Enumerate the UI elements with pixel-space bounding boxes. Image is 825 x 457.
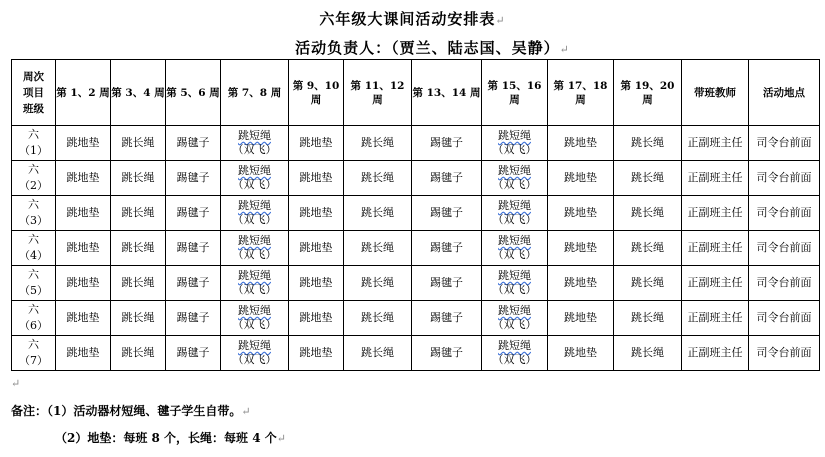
activity-cell	[289, 126, 344, 161]
activity-cell	[289, 301, 344, 336]
activity-text: 跳地垫	[66, 311, 100, 324]
activity-cell	[749, 231, 820, 266]
activity-cell	[289, 266, 344, 301]
activity-cell	[682, 161, 749, 196]
activity-cell	[749, 301, 820, 336]
activity-text: 跳短绳	[498, 199, 531, 212]
activity-text: 跳长绳	[121, 136, 155, 149]
activity-cell	[56, 301, 111, 336]
activity-cell	[56, 196, 111, 231]
grade-label: 六	[28, 128, 39, 141]
activity-cell	[166, 301, 221, 336]
activity-text: 跳长绳	[631, 136, 664, 149]
subtitle-text: 活动负责人：（贾兰、陆志国、吴静）	[295, 39, 560, 57]
column-header: 第 5、6 周	[166, 60, 221, 126]
note-text-2: （2）地垫：每班 8 个，长绳：每班 4 个	[55, 431, 277, 445]
activity-cell	[344, 301, 412, 336]
double-jump-note: （双飞）	[232, 283, 277, 296]
activity-cell	[482, 336, 548, 371]
activity-cell	[412, 126, 482, 161]
activity-cell	[56, 161, 111, 196]
activity-text: 跳地垫	[299, 206, 333, 219]
activity-text: 跳地垫	[564, 171, 597, 184]
activity-cell	[749, 336, 820, 371]
activity-text: 跳长绳	[121, 206, 155, 219]
activity-text: 正副班主任	[687, 346, 743, 359]
table-row	[12, 161, 820, 196]
activity-text: 跳地垫	[299, 311, 333, 324]
activity-cell	[344, 266, 412, 301]
class-label-cell	[12, 301, 56, 336]
column-header: 第 15、16 周	[482, 60, 548, 126]
class-number-label: （1）	[19, 144, 48, 157]
table-row	[12, 266, 820, 301]
double-jump-note: （双飞）	[232, 143, 277, 156]
column-header: 带班教师	[682, 60, 749, 126]
activity-text: 踢毽子	[176, 276, 210, 289]
activity-cell	[289, 161, 344, 196]
double-jump-note: （双飞）	[492, 318, 537, 331]
activity-cell	[482, 126, 548, 161]
activity-text: 正副班主任	[687, 241, 743, 254]
activity-text: 跳地垫	[564, 241, 597, 254]
corner-label-class: 班级	[23, 102, 44, 115]
activity-cell	[749, 126, 820, 161]
activity-text: 跳短绳	[238, 339, 271, 352]
column-header: 第 19、20 周	[614, 60, 682, 126]
activity-cell	[111, 266, 166, 301]
activity-cell	[111, 336, 166, 371]
schedule-table	[11, 59, 820, 371]
activity-cell	[344, 336, 412, 371]
double-jump-note: （双飞）	[492, 143, 537, 156]
class-label-cell	[12, 231, 56, 266]
activity-text: 踢毽子	[176, 241, 210, 254]
class-label-cell	[12, 196, 56, 231]
activity-cell	[412, 161, 482, 196]
activity-cell	[111, 301, 166, 336]
activity-cell	[548, 126, 614, 161]
activity-cell	[56, 126, 111, 161]
class-label-cell	[12, 161, 56, 196]
activity-cell	[221, 336, 289, 371]
activity-text: 踢毽子	[430, 346, 463, 359]
activity-text: 跳长绳	[361, 136, 394, 149]
grade-label: 六	[28, 303, 39, 316]
activity-cell	[682, 126, 749, 161]
double-jump-note: （双飞）	[232, 318, 277, 331]
paragraph-mark-icon: ↵	[495, 14, 506, 27]
title-text: 六年级大课间活动安排表	[319, 10, 496, 28]
activity-cell	[412, 196, 482, 231]
corner-header-cell	[12, 60, 56, 126]
activity-cell	[289, 196, 344, 231]
note-line-2	[55, 429, 286, 446]
activity-text: 跳地垫	[564, 311, 597, 324]
double-jump-note: （双飞）	[232, 353, 277, 366]
grade-label: 六	[28, 163, 39, 176]
class-number-label: （3）	[19, 214, 48, 227]
activity-cell	[221, 231, 289, 266]
activity-cell	[682, 266, 749, 301]
activity-text: 跳长绳	[361, 241, 394, 254]
double-jump-note: （双飞）	[492, 213, 537, 226]
activity-cell	[221, 301, 289, 336]
activity-cell	[682, 231, 749, 266]
activity-text: 跳地垫	[66, 171, 100, 184]
activity-text: 跳长绳	[631, 346, 664, 359]
activity-text: 跳地垫	[66, 241, 100, 254]
activity-cell	[412, 266, 482, 301]
activity-text: 司令台前面	[756, 276, 812, 289]
activity-text: 踢毽子	[430, 241, 463, 254]
paragraph-mark-icon: ↵	[559, 43, 570, 56]
corner-label-week: 周次	[23, 70, 44, 83]
double-jump-note: （双飞）	[232, 213, 277, 226]
activity-text: 跳短绳	[498, 304, 531, 317]
document-title	[0, 8, 825, 29]
activity-text: 跳短绳	[238, 269, 271, 282]
paragraph-mark-icon: ↵	[276, 432, 286, 445]
activity-text: 跳长绳	[121, 171, 155, 184]
activity-cell	[344, 126, 412, 161]
activity-text: 踢毽子	[430, 136, 463, 149]
activity-text: 司令台前面	[756, 206, 812, 219]
activity-cell	[614, 301, 682, 336]
activity-text: 正副班主任	[687, 171, 743, 184]
column-header: 第 9、10 周	[289, 60, 344, 126]
document-subtitle	[0, 37, 825, 58]
class-label-cell	[12, 126, 56, 161]
activity-cell	[111, 231, 166, 266]
activity-cell	[482, 196, 548, 231]
activity-cell	[548, 161, 614, 196]
activity-cell	[344, 196, 412, 231]
table-body	[12, 126, 820, 371]
activity-cell	[221, 126, 289, 161]
activity-cell	[56, 266, 111, 301]
double-jump-note: （双飞）	[492, 248, 537, 261]
column-header: 第 11、12 周	[344, 60, 412, 126]
activity-text: 跳地垫	[299, 241, 333, 254]
activity-text: 正副班主任	[687, 276, 743, 289]
activity-text: 跳地垫	[66, 206, 100, 219]
activity-text: 踢毽子	[430, 311, 463, 324]
activity-cell	[614, 336, 682, 371]
activity-text: 跳短绳	[238, 129, 271, 142]
activity-text: 跳长绳	[361, 346, 394, 359]
activity-cell	[344, 231, 412, 266]
activity-cell	[111, 126, 166, 161]
column-header: 第 13、14 周	[412, 60, 482, 126]
activity-text: 跳地垫	[66, 346, 100, 359]
activity-text: 跳长绳	[361, 171, 394, 184]
activity-text: 踢毽子	[176, 206, 210, 219]
activity-text: 跳地垫	[299, 276, 333, 289]
activity-text: 跳短绳	[238, 199, 271, 212]
activity-cell	[166, 161, 221, 196]
column-header: 第 1、2 周	[56, 60, 111, 126]
activity-text: 司令台前面	[756, 311, 812, 324]
activity-cell	[614, 126, 682, 161]
activity-cell	[614, 231, 682, 266]
double-jump-note: （双飞）	[492, 353, 537, 366]
activity-cell	[614, 196, 682, 231]
activity-text: 踢毽子	[430, 276, 463, 289]
activity-text: 踢毽子	[176, 171, 210, 184]
activity-text: 跳长绳	[631, 311, 664, 324]
activity-cell	[682, 336, 749, 371]
activity-text: 跳地垫	[299, 136, 333, 149]
activity-cell	[289, 231, 344, 266]
activity-cell	[412, 336, 482, 371]
paragraph-mark-icon: ↵	[241, 405, 251, 418]
activity-text: 跳地垫	[66, 136, 100, 149]
corner-label-item: 项目	[23, 86, 44, 99]
activity-cell	[221, 161, 289, 196]
activity-cell	[221, 196, 289, 231]
activity-cell	[166, 266, 221, 301]
activity-cell	[482, 266, 548, 301]
activity-text: 跳短绳	[498, 129, 531, 142]
table-row	[12, 231, 820, 266]
double-jump-note: （双飞）	[492, 283, 537, 296]
activity-text: 跳长绳	[631, 171, 664, 184]
activity-cell	[548, 196, 614, 231]
activity-text: 跳地垫	[564, 346, 597, 359]
activity-text: 踢毽子	[176, 346, 210, 359]
activity-cell	[482, 161, 548, 196]
activity-cell	[166, 126, 221, 161]
activity-text: 跳短绳	[498, 339, 531, 352]
activity-text: 踢毽子	[176, 136, 210, 149]
class-number-label: （7）	[19, 354, 48, 367]
activity-cell	[749, 266, 820, 301]
activity-text: 正副班主任	[687, 136, 743, 149]
grade-label: 六	[28, 198, 39, 211]
activity-cell	[289, 336, 344, 371]
activity-cell	[166, 231, 221, 266]
activity-cell	[682, 196, 749, 231]
activity-cell	[344, 161, 412, 196]
activity-cell	[56, 336, 111, 371]
grade-label: 六	[28, 233, 39, 246]
table-header-row	[12, 60, 820, 126]
activity-text: 跳长绳	[631, 206, 664, 219]
activity-cell	[548, 231, 614, 266]
activity-text: 司令台前面	[756, 241, 812, 254]
activity-cell	[111, 196, 166, 231]
activity-cell	[111, 161, 166, 196]
activity-text: 跳短绳	[238, 234, 271, 247]
activity-text: 司令台前面	[756, 171, 812, 184]
grade-label: 六	[28, 338, 39, 351]
double-jump-note: （双飞）	[232, 248, 277, 261]
activity-cell	[749, 161, 820, 196]
activity-cell	[221, 266, 289, 301]
activity-text: 跳长绳	[361, 276, 394, 289]
activity-cell	[548, 301, 614, 336]
column-header: 活动地点	[749, 60, 820, 126]
activity-cell	[412, 231, 482, 266]
activity-text: 跳地垫	[299, 346, 333, 359]
activity-text: 正副班主任	[687, 206, 743, 219]
class-label-cell	[12, 266, 56, 301]
note-line-1	[11, 402, 251, 419]
class-number-label: （5）	[19, 284, 48, 297]
paragraph-mark-icon: ↵	[11, 377, 21, 390]
activity-cell	[614, 161, 682, 196]
activity-text: 跳长绳	[631, 241, 664, 254]
activity-text: 跳地垫	[564, 136, 597, 149]
activity-cell	[482, 231, 548, 266]
class-number-label: （2）	[19, 179, 48, 192]
activity-text: 跳长绳	[631, 276, 664, 289]
column-header: 第 3、4 周	[111, 60, 166, 126]
activity-cell	[548, 266, 614, 301]
activity-text: 跳短绳	[498, 269, 531, 282]
activity-text: 正副班主任	[687, 311, 743, 324]
class-number-label: （4）	[19, 249, 48, 262]
activity-text: 跳长绳	[121, 311, 155, 324]
activity-cell	[548, 336, 614, 371]
activity-text: 跳地垫	[66, 276, 100, 289]
activity-cell	[166, 336, 221, 371]
activity-cell	[614, 266, 682, 301]
column-header: 第 7、8 周	[221, 60, 289, 126]
activity-text: 跳短绳	[238, 164, 271, 177]
double-jump-note: （双飞）	[492, 178, 537, 191]
class-number-label: （6）	[19, 319, 48, 332]
note-text-1: 备注：（1）活动器材短绳、毽子学生自带。	[11, 404, 242, 418]
activity-text: 跳短绳	[498, 164, 531, 177]
table-row	[12, 301, 820, 336]
activity-cell	[682, 301, 749, 336]
activity-cell	[166, 196, 221, 231]
activity-cell	[412, 301, 482, 336]
grade-label: 六	[28, 268, 39, 281]
double-jump-note: （双飞）	[232, 178, 277, 191]
table-row	[12, 126, 820, 161]
activity-text: 跳短绳	[498, 234, 531, 247]
activity-text: 跳长绳	[121, 276, 155, 289]
table-row	[12, 196, 820, 231]
activity-text: 跳地垫	[564, 276, 597, 289]
activity-text: 跳长绳	[361, 311, 394, 324]
class-label-cell	[12, 336, 56, 371]
activity-text: 司令台前面	[756, 346, 812, 359]
activity-text: 踢毽子	[430, 171, 463, 184]
activity-text: 跳地垫	[299, 171, 333, 184]
activity-text: 司令台前面	[756, 136, 812, 149]
activity-text: 跳长绳	[121, 241, 155, 254]
activity-text: 跳长绳	[121, 346, 155, 359]
table-row	[12, 336, 820, 371]
activity-cell	[749, 196, 820, 231]
activity-text: 跳长绳	[361, 206, 394, 219]
column-header: 第 17、18 周	[548, 60, 614, 126]
activity-text: 踢毽子	[430, 206, 463, 219]
activity-cell	[482, 301, 548, 336]
activity-text: 跳地垫	[564, 206, 597, 219]
activity-text: 跳短绳	[238, 304, 271, 317]
activity-text: 踢毽子	[176, 311, 210, 324]
activity-cell	[56, 231, 111, 266]
